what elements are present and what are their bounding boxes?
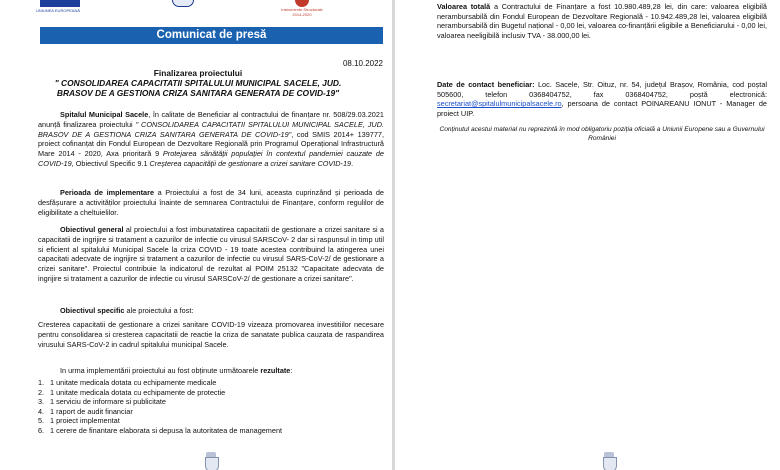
list-text: 1 proiect implementat bbox=[50, 416, 120, 426]
government-seal-icon bbox=[172, 0, 194, 7]
disclaimer: Conținutul acestui material nu reprezintă în mod obligatoriu poziția oficială a Uniunii Europene sau a Guvernului României bbox=[439, 126, 765, 142]
general-objective-paragraph bbox=[38, 225, 384, 284]
document-title bbox=[38, 68, 358, 98]
intro-text-3: , Obiectivul Specific 9.1 bbox=[71, 158, 150, 168]
implementation-period-text: a Proiectului a fost de 34 luni, aceasta cuprinzând și perioada de desfășurare a activităților proiectului înainte de semnarea Contractului de Finanțare, conform regulilor de eligibilitate a cheltuielilor. bbox=[38, 188, 384, 217]
results-intro-text: In urma implementării proiectului au fost obținute următoarele bbox=[60, 366, 261, 375]
list-number: 5. bbox=[38, 416, 45, 426]
contact-email-link[interactable]: secretariat@spitalulmunicipalsacele.ro bbox=[437, 99, 562, 109]
contact-paragraph bbox=[437, 80, 767, 118]
project-name-inline: " CONSOLIDAREA CAPACITATII SPITALULUI MUNICIPAL SACELE, JUD. BRASOV DE A GESTIONA CRIZA SANITARA GENERATA DE COVID-19" bbox=[38, 119, 385, 139]
logo-header bbox=[0, 0, 392, 18]
structural-instruments-logo-icon bbox=[295, 0, 309, 7]
municipality-crest-icon bbox=[202, 452, 220, 470]
eu-label: UNIUNEA EUROPEANĂ bbox=[36, 8, 81, 13]
results-colon: : bbox=[290, 366, 293, 375]
total-value-text: a Contractului de Finanțare a fost 10.980.489,28 lei, din care: valoarea eligibilă nerambursabilă din Fondul European de Dezvoltare Regională - 10.942.489,28 lei, valoarea eligibilă nerambursabilă din Bugetul național - 0,00 lei, valoarea co-finanțării eligibile a Beneficiarului - 0,00 lei, valoarea neeligibilă inclusiv TVA - 38.000,00 lei. bbox=[437, 2, 767, 40]
title-heading: Finalizarea proiectului bbox=[153, 68, 243, 78]
press-release-page-right bbox=[395, 0, 780, 470]
structural-instruments-label: Instrumente Structurale 2014-2020 bbox=[281, 7, 323, 17]
list-item bbox=[38, 407, 384, 417]
list-number: 4. bbox=[38, 406, 45, 416]
implementation-period-paragraph bbox=[38, 188, 384, 217]
eu-flag-icon bbox=[40, 0, 80, 7]
list-item bbox=[38, 426, 384, 436]
list-text: 1 serviciu de informare si publicitate bbox=[50, 397, 166, 407]
intro-text: , în calitate de Beneficiar al contractului de finanțare nr. 508/29.03.2021 anunță finalizarea proiectului bbox=[38, 110, 384, 129]
list-item bbox=[38, 388, 384, 398]
total-value-paragraph bbox=[437, 2, 767, 40]
list-text: 1 raport de audit financiar bbox=[50, 406, 133, 416]
intro-text-4: . bbox=[351, 158, 354, 168]
release-date: 08.10.2022 bbox=[342, 59, 383, 68]
specific-objective-paragraph bbox=[38, 306, 384, 316]
contact-label: Date de contact beneficiar: bbox=[437, 80, 535, 89]
specific-objective-label: Obiectivul specific bbox=[60, 306, 125, 315]
list-number: 6. bbox=[38, 425, 45, 435]
municipality-crest-icon bbox=[600, 452, 618, 470]
list-item bbox=[38, 378, 384, 388]
intro-paragraph bbox=[38, 110, 384, 169]
intro-text-2: , cod SMIS 2014+ 139777, proiect cofinanțat din Fondul European de Dezvoltare Regională prin Programul Operațional Infrastructură Mare 2014 - 2020, Axa prioritară 9 bbox=[38, 129, 384, 159]
list-item bbox=[38, 416, 384, 426]
results-intro bbox=[38, 366, 384, 376]
results-label: rezultate bbox=[260, 366, 291, 375]
beneficiary-name: Spitalul Municipal Sacele bbox=[60, 110, 149, 119]
list-number: 1. bbox=[38, 378, 45, 387]
general-objective-text: al proiectului a fost imbunatatirea capacitatii de gestionare a crizei sanitare si a capacitatii de ingrijire si tratament a cazurilor de infectie cu virusul SARSCoV- 2 dar si raspunsul in timp util si eficient al spitalului Municipal Sacele la criza COVID - 19 toate acestea contribuind la atingerea unei capacitati adecvate de ingrijire si tratament a cazurilor de infectie cu virusul SARS-CoV-2/ de gestionare a crizei sanitare". Proiectul contribuie la indicatorul de rezultat al POIM 25132 "Capacitate adecvata de ingrijire si tratament a cazurilor de infectie cu virusul SARSCoV-2/ de gestionare a crizei sanitare". bbox=[38, 225, 384, 283]
specific-objective-text: Cresterea capacitatii de gestionare a crizei sanitare COVID-19 vizeaza promovarea investitiilor necesare pentru consolidarea si cresterea capacitatii de reactie la criza de sanatate publica cauzata de raspandirea virusului SARS-CoV-2 in cadrul spitalului municipal Sacele. bbox=[38, 320, 384, 349]
implementation-period-label: Perioada de implementare bbox=[60, 188, 155, 197]
specific-objective-intro: ale proiectului a fost: bbox=[124, 306, 194, 315]
total-value-label: Valoarea totală bbox=[437, 2, 491, 11]
list-text: 1 unitate medicala dotata cu echipamente medicale bbox=[50, 378, 217, 387]
list-text: 1 cerere de finantare elaborata si depusa la autoritatea de management bbox=[50, 425, 283, 435]
general-objective-label: Obiectivul general bbox=[60, 225, 124, 234]
priority-axis: Protejarea sănătății populației în contextul pandemiei cauzate de COVID-19 bbox=[38, 149, 384, 168]
press-release-banner: Comunicat de presă bbox=[40, 27, 383, 44]
project-name: " CONSOLIDAREA CAPACITATII SPITALULUI MUNICIPAL SACELE, JUD. BRASOV DE A GESTIONA CRIZA SANITARA GENERATA DE COVID-19" bbox=[54, 78, 342, 98]
contact-text: Loc. Sacele, Str. Oituz, nr. 54, județul Brașov, România, cod poștal 505600, telefon 0368404752, fax 0368404752, poștă electronică: bbox=[437, 80, 768, 99]
results-list bbox=[38, 378, 384, 436]
crest-shield bbox=[205, 457, 219, 470]
list-text: 1 unitate medicala dotata cu echipamente de protectie bbox=[50, 387, 226, 397]
list-number: 2. bbox=[38, 387, 45, 397]
list-number: 3. bbox=[38, 397, 45, 407]
list-item bbox=[38, 397, 384, 407]
contact-person-text: , persoana de contact POINAREANU IONUT - Manager de proiect UIP. bbox=[437, 99, 767, 118]
crest-shield bbox=[603, 457, 617, 470]
specific-objective-inline: Creșterea capacității de gestionare a crizei sanitare COVID-19 bbox=[149, 158, 352, 168]
